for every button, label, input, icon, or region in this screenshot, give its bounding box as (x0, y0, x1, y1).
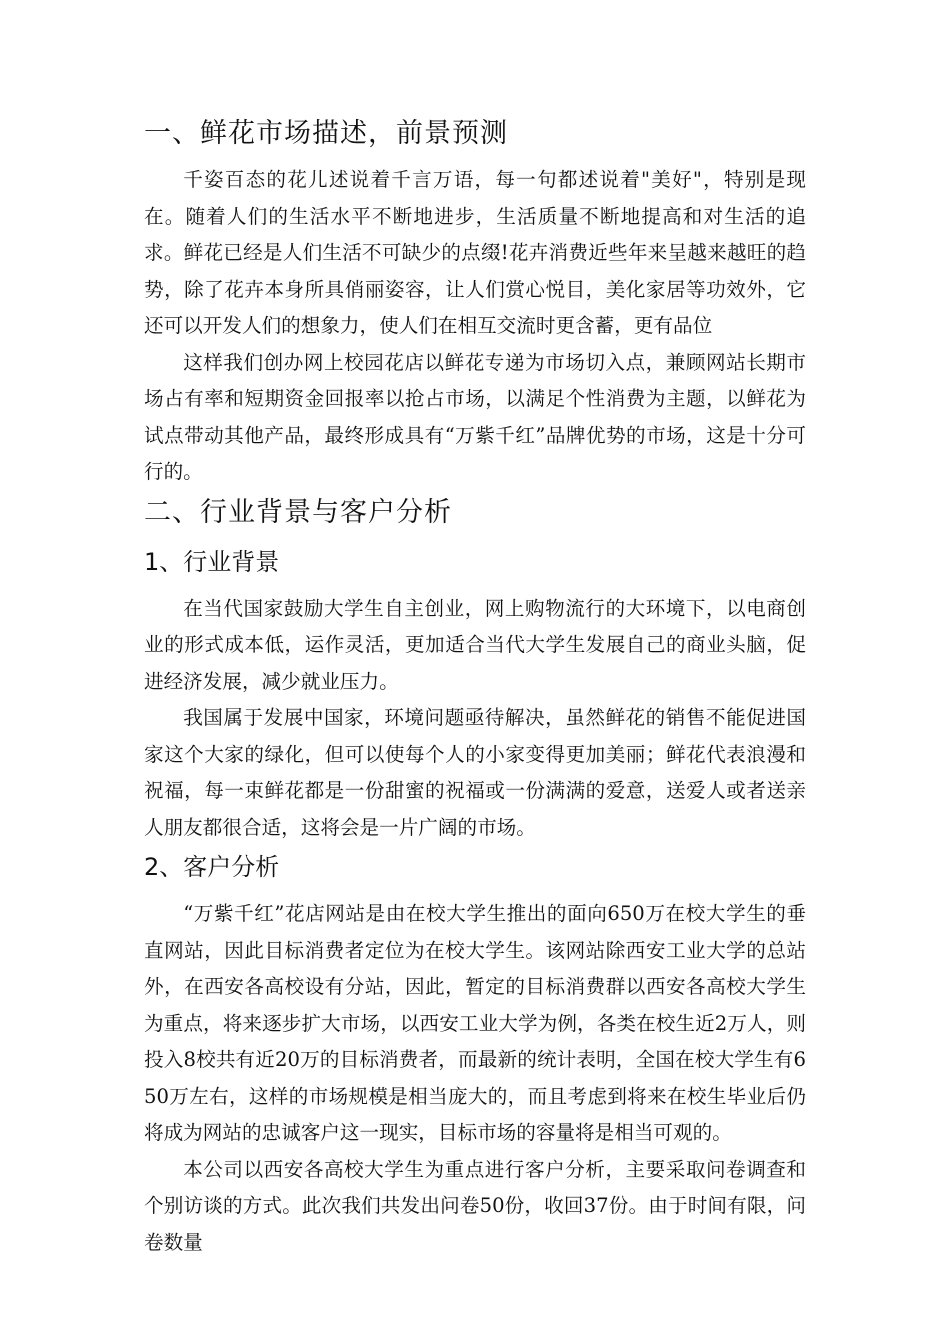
paragraph-market-strategy: 这样我们创办网上校园花店以鲜花专递为市场切入点，兼顾网站长期市场占有率和短期资金回报率以抢占市场，以满足个性消费为主题，以鲜花为试点带动其他产品，最终形成具有“万紫千红”品牌优势的市场，这是十分可行的。 (144, 350, 806, 483)
paragraph-industry-background-1: 在当代国家鼓励大学生自主创业，网上购物流行的大环境下，以电商创业的形式成本低，运作灵活，更加适合当代大学生发展自己的商业头脑，促进经济发展，减少就业压力。 (144, 596, 806, 693)
section-heading-industry: 二、行业背景与客户分析 (144, 496, 452, 528)
subheading-customer-analysis: 2、客户分析 (144, 853, 280, 881)
paragraph-industry-background-2: 我国属于发展中国家，环境问题亟待解决，虽然鲜花的销售不能促进国家这个大家的绿化，但可以使每个人的小家变得更加美丽；鲜花代表浪漫和祝福，每一束鲜花都是一份甜蜜的祝福或一份满满的爱意，送爱人或者送亲人朋友都很合适，这将会是一片广阔的市场。 (144, 706, 806, 839)
paragraph-market-description: 千姿百态的花儿述说着千言万语，每一句都述说着"美好"，特别是现在。随着人们的生活水平不断地进步，生活质量不断地提高和对生活的追求。鲜花已经是人们生活不可缺少的点缀!花卉消费近些年来呈越来越旺的趋势，除了花卉本身所具俏丽姿容，让人们赏心悦目，美化家居等功效外，它还可以开发人们的想象力，使人们在相互交流时更含蓄，更有品位 (144, 168, 806, 337)
section-heading-market: 一、鲜花市场描述，前景预测 (144, 118, 508, 149)
subheading-industry-background: 1、行业背景 (144, 547, 280, 576)
paragraph-customer-analysis-1: “万紫千红”花店网站是由在校大学生推出的面向650万在校大学生的垂直网站，因此目标消费者定位为在校大学生。该网站除西安工业大学的总站外，在西安各高校设有分站，因此，暂定的目标消费群以西安各高校大学生为重点，将来逐步扩大市场，以西安工业大学为例，各类在校生近2万人，则投入8校共有近20万的目标消费者，而最新的统计表明，全国在校大学生有650万左右，这样的市场规模是相当庞大的，而且考虑到将来在校生毕业后仍将成为网站的忠诚客户这一现实，目标市场的容量将是相当可观的。 (144, 902, 806, 1144)
paragraph-customer-analysis-2: 本公司以西安各高校大学生为重点进行客户分析，主要采取问卷调查和个别访谈的方式。此次我们共发出问卷50份，收回37份。由于时间有限，问卷数量 (144, 1157, 806, 1254)
